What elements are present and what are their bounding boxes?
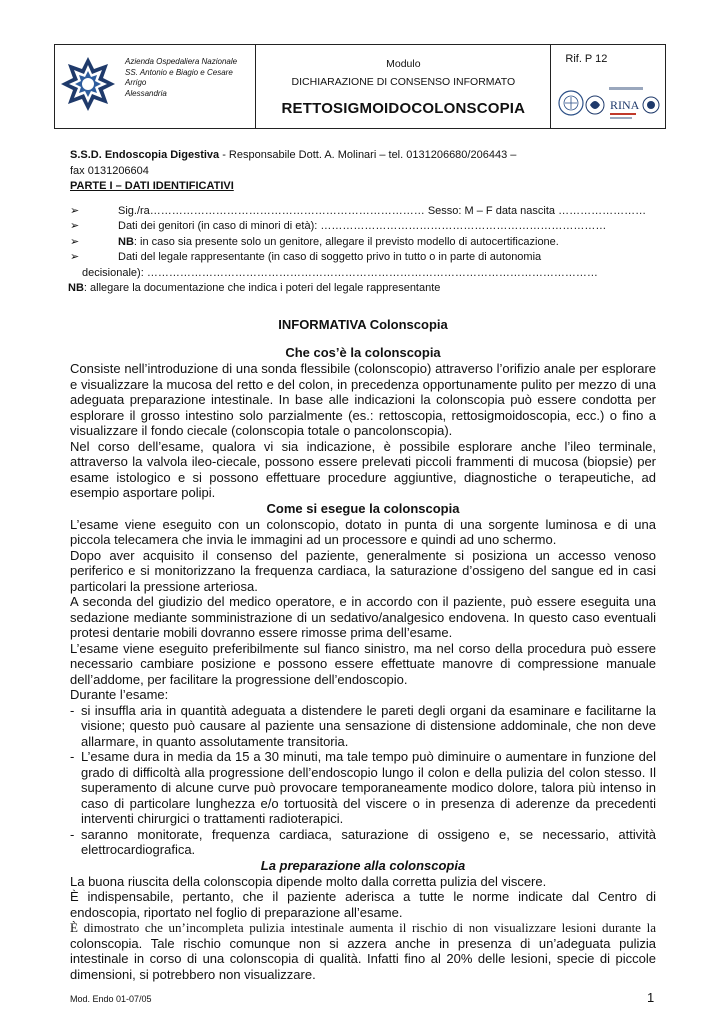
list-item-text: L’esame dura in media da 15 a 30 minuti, ma tale tempo può diminuire o aumentare in funzione del grado di difficoltà alla progressione dell’endoscopio lungo il colon e della pulizia del colon stesso. Il superamento di alcune curve può provocare temporaneamente modico dolore, talora più intenso in caso di particolare lunghezza e/o tortuosità del viscere o in presenza di aderenze da precedenti interventi chirurgici o trattamenti radioterapici. — [81, 749, 656, 826]
list-item — [70, 250, 658, 266]
informativa-section — [70, 317, 656, 982]
document-header — [54, 44, 666, 129]
nb-text: : in caso sia presente solo un genitore, allegare il previsto modello di autocertificazione. — [133, 235, 559, 248]
list-item — [70, 266, 658, 282]
section-title: Che cos’è la colonscopia — [285, 345, 441, 360]
nb2-text: : allegare la documentazione che indica i poteri del legale rappresentante — [83, 282, 441, 294]
section-title: La preparazione alla colonscopia — [260, 857, 466, 873]
legal-rep-field: Dati del legale rappresentante (in caso di soggetto privo in tutto o in parte di autonomia — [118, 251, 542, 263]
list-item — [70, 827, 656, 858]
paragraph: Nel corso dell’esame, qualora vi sia indicazione, è possibile esplorare anche l’ileo terminale, attraverso la valvola ileo-ciecale, possono essere prelevati piccoli frammenti di mucosa (biopsie) per esame istologico e si possono effettuare procedure aggiuntive, diagnostiche o terapeutiche, ad esempio asportare polipi. — [70, 438, 656, 500]
paragraph: L’esame viene eseguito preferibilmente sul fianco sinistro, ma nel corso della procedura può essere necessario cambiare posizione e possono essere effettuate manovre di compressione manuale dell’addome, per facilitare la progressione dell’endoscopio. — [70, 640, 656, 687]
paragraph — [70, 920, 656, 982]
dash-bullet: - — [70, 749, 75, 764]
reference-code: Rif. P 12 — [565, 53, 608, 65]
department-name: S.S.D. Endoscopia Digestiva — [70, 149, 220, 161]
section-body — [70, 517, 656, 858]
form-title-cell — [256, 45, 551, 128]
department-line — [70, 148, 658, 164]
hospital-logo-icon — [59, 55, 117, 113]
document-body — [70, 148, 658, 297]
paragraph: Durante l’esame: — [70, 687, 169, 702]
hospital-name — [125, 57, 237, 99]
arrow-bullet-icon: ➢ — [70, 235, 80, 248]
hospital-line: Azienda Ospedaliera Nazionale — [125, 57, 238, 66]
serif-text: È dimostrato che un’incompleta pulizia intestinale aumenta il rischio di non visualizzare lesioni durante la — [70, 920, 656, 935]
hospital-line: Arrigo — [125, 78, 147, 87]
paragraph: Dopo aver acquisito il consenso del paziente, generalmente si posiziona un accesso venoso periferico e si monitorizzano la frequenza cardiaca, la saturazione d’ossigeno del sangue ed in casi particolari la pressione arteriosa. — [70, 547, 656, 594]
form-title: RETTOSIGMOIDOCOLONSCOPIA — [281, 100, 526, 117]
list-item — [70, 235, 658, 251]
identification-list — [70, 204, 658, 282]
hospital-cell — [55, 45, 256, 128]
arrow-bullet-icon: ➢ — [70, 251, 80, 263]
department-info — [70, 148, 658, 195]
modulo-label: Modulo — [386, 58, 421, 70]
cert-brand-text: RINA — [610, 98, 640, 112]
informativa-title: INFORMATIVA Colonscopia — [278, 317, 448, 332]
arrow-bullet-icon: ➢ — [70, 204, 80, 217]
parents-field: Dati dei genitori (in caso di minori di età): …………………………………………………………………… — [118, 220, 607, 232]
nb2-label: NB — [68, 282, 84, 294]
list-item-text: saranno monitorate, frequenza cardiaca, saturazione di ossigeno e, se necessario, attività elettrocardiografica. — [81, 826, 656, 857]
section-body — [70, 874, 656, 983]
part1-title: PARTE I – DATI IDENTIFICATIVI — [70, 180, 234, 192]
dash-bullet: - — [70, 826, 75, 842]
arrow-bullet-icon: ➢ — [70, 220, 80, 232]
patient-name-field: Sig./ra………………………………………………………………… Sesso: M – F data nascita …………………… — [118, 204, 647, 217]
paragraph: È indispensabile, pertanto, che il paziente aderisca a tutte le norme indicate dal Centro di endoscopia, riportato nel foglio di preparazione all’esame. — [70, 889, 656, 920]
list-item — [70, 204, 658, 220]
certification-logos-icon — [557, 81, 661, 125]
paragraph: A seconda del giudizio del medico operatore, e in accordo con il paziente, può essere eseguita una sedazione mediante somministrazione di un sedativo/analgesico endovena. In questo caso eventuali protesi dentarie mobili dovranno essere rimosse prima dell’esame. — [70, 594, 656, 640]
fax-line: fax 0131206604 — [70, 164, 149, 177]
list-item-text: si insuffla aria in quantità adeguata a distendere le pareti degli organi da esaminare e facilitarne la visione; questo può causare al paziente una sensazione di distensione addominale, che non deve allarmare, in quanto assolutamente transitoria. — [81, 702, 656, 749]
reference-cell — [551, 45, 665, 128]
paragraph: L’esame viene eseguito con un colonscopio, dotato in punta di una sorgente luminosa e di una piccola telecamera che invia le immagini ad un processore e quindi ad uno schermo. — [70, 516, 656, 547]
hospital-line: Alessandria — [125, 88, 167, 98]
section-body — [70, 361, 656, 501]
section-title: Come si esegue la colonscopia — [266, 500, 460, 516]
page-number: 1 — [647, 990, 655, 1005]
paragraph: La buona riuscita della colonscopia dipende molto dalla corretta pulizia del viscere. — [70, 873, 547, 889]
list-item — [70, 703, 656, 750]
nb2-line — [68, 281, 658, 297]
hospital-line: SS. Antonio e Biagio e Cesare — [125, 67, 233, 77]
dash-bullet: - — [70, 702, 75, 718]
form-code: Mod. Endo 01-07/05 — [70, 994, 152, 1004]
nb-label: NB — [118, 235, 134, 248]
procedure-list — [70, 703, 656, 858]
paragraph: Consiste nell’introduzione di una sonda flessibile (colonscopio) attraverso l’orifizio anale per esplorare e visualizzare la mucosa del retto e del colon, in precedenza opportunamente pulito per mezzo di una adeguata preparazione intestinale. In base alle indicazioni la colonscopia può essere condotta per esplorare il grosso intestino solo parzialmente (es.: rettoscopia, rettosigmoidoscopia, ecc.) o fino a visualizzare il fondo ciecale (colonscopia totale o pancolonscopia). — [70, 361, 656, 438]
form-subtitle: DICHIARAZIONE DI CONSENSO INFORMATO — [291, 76, 516, 88]
paragraph-text: colonscopia. Tale rischio comunque non si azzera anche in presenza di un’adeguata pulizia intestinale in corso di una colonscopia di qualità. Infatti fino al 20% delle lesioni, specie di piccole dimensioni, si potrebbero non visualizzare. — [70, 935, 656, 982]
legal-rep-continuation: decisionale): …………………………………………………………………………………………………………… — [82, 266, 598, 279]
department-contact: - Responsabile Dott. A. Molinari – tel. 0131206680/206443 – — [219, 149, 517, 161]
list-item — [70, 749, 656, 827]
list-item — [70, 219, 658, 235]
